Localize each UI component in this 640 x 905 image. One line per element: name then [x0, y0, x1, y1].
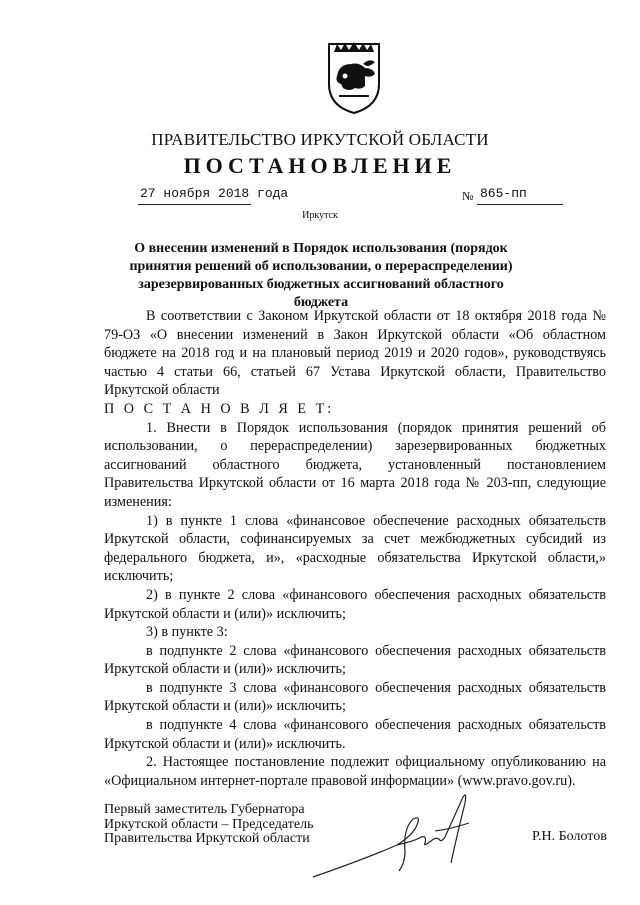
resolves-heading: П О С Т А Н О В Л Я Е Т:	[104, 400, 335, 417]
signatory-line-3: Правительства Иркутской области	[104, 831, 310, 846]
subitem-3b: в подпункте 3 слова «финансового обеспечения расходных обязательств Иркутской области и (или)» исключить;	[104, 679, 606, 715]
signatory-name: Р.Н. Болотов	[532, 829, 607, 844]
document-title: О внесении изменений в Порядок использования (порядок принятия решений об использовании, о перераспределении) зарезервированных бюджетных ассигнований областного бюджета	[129, 241, 513, 310]
document-date: 27 ноября 2018 года	[140, 186, 289, 201]
city: Иркутск	[302, 210, 338, 221]
number-sign: №	[462, 189, 474, 203]
signatory-line-2: Иркутской области – Председатель	[104, 816, 314, 832]
number-underline	[477, 204, 563, 205]
handwritten-signature	[305, 785, 490, 895]
signatory-title	[104, 803, 313, 847]
subitem-3: 3) в пункте 3:	[146, 624, 228, 641]
date-underline	[138, 204, 251, 205]
government-name: ПРАВИТЕЛЬСТВО ИРКУТСКОЙ ОБЛАСТИ	[151, 130, 489, 149]
item-1: 1. Внести в Порядок использования (порядок принятия решений об использовании, о перераспределении) зарезервированных бюджетных ассигнований областного бюджета, установленный постановлением Правительства Иркутской области от 16 марта 2018 года № 203-пп, следующие изменения:	[104, 419, 606, 510]
document-number: 865-пп	[480, 186, 527, 201]
document-body	[104, 307, 606, 790]
subitem-2: 2) в пункте 2 слова «финансового обеспечения расходных обязательств Иркутской области и (или)» исключить;	[104, 586, 606, 622]
item-2: 2. Настоящее постановление подлежит официальному опубликованию на «Официальном интернет-портале правовой информации» (www.pravo.gov.ru).	[104, 754, 606, 789]
subitem-3c: в подпункте 4 слова «финансового обеспечения расходных обязательств Иркутской области и (или)» исключить.	[104, 717, 606, 752]
subitem-1: 1) в пункте 1 слова «финансовое обеспечение расходных обязательств Иркутской области, софинансируемых за счет межбюджетных субсидий из федерального бюджета, и», «расходные обязательства Иркутской области,» исключить;	[104, 512, 606, 585]
subitem-3a: в подпункте 2 слова «финансового обеспечения расходных обязательств Иркутской области и (или)» исключить;	[104, 642, 606, 678]
document-type: ПОСТАНОВЛЕНИЕ	[183, 153, 457, 178]
coat-of-arms-icon	[325, 40, 383, 116]
preamble-paragraph: В соответствии с Законом Иркутской области от 18 октября 2018 года № 79-ОЗ «О внесении изменений в Закон Иркутской области «Об областном бюджете на 2018 год и на плановый период 2019 и 2020 годов», руководствуясь частью 4 статьи 66, статьей 67 Устава Иркутской области, Правительство Иркутской области	[104, 308, 606, 399]
signatory-line-1: Первый заместитель Губернатора	[104, 802, 305, 817]
